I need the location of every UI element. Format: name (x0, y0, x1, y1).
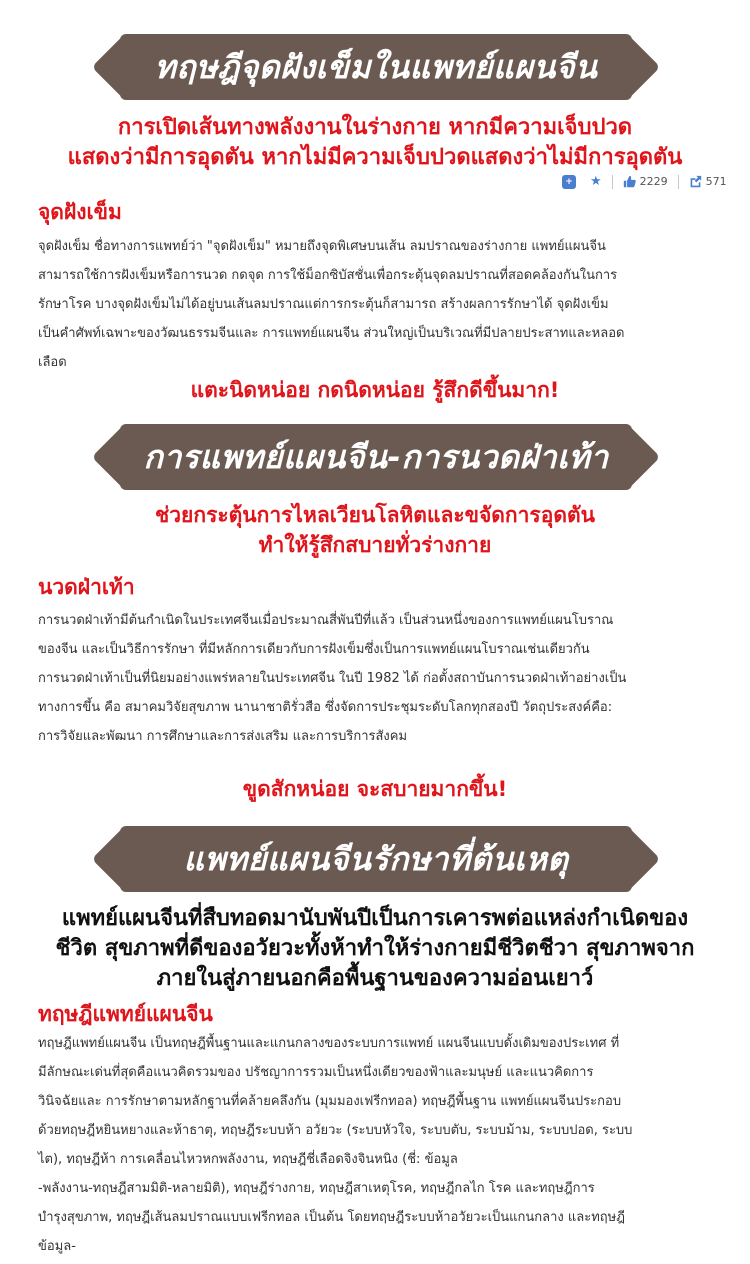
paragraph-line: ข้อมูล- (38, 1239, 76, 1254)
section1-subtitle-line1: การเปิดเส้นทางพลังงานในร่างกาย หากมีความเจ็บปวด (117, 115, 633, 140)
section1-body (38, 232, 718, 377)
like-count: 2229 (639, 175, 668, 188)
plus-square-icon[interactable]: + (562, 175, 576, 189)
paragraph-line: มีลักษณะเด่นที่สุดคือแนวคิดรวมของ ปรัชญาการรวมเป็นหนึ่งเดียวของฟ้าและมนุษย์ และแนวคิดการ (38, 1065, 594, 1080)
section1-tagline: แตะนิดหน่อย กดนิดหน่อย รู้สึกดีขึ้นมาก! (190, 378, 560, 402)
section3-intro-line1: แพทย์แผนจีนที่สืบทอดมานับพันปีเป็นการเคารพต่อแหล่งกำเนิดของ (61, 906, 689, 931)
section2-heading: นวดฝ่าเท้า (38, 575, 135, 599)
paragraph-line: สามารถใช้การฝังเข็มหรือการนวด กดจุด การใช้ม็อกซิบัสชั่นเพื่อกระตุ้นจุดลมปราณที่สอดคล้องกันในการ (38, 268, 618, 283)
section1-heading: จุดฝังเข็ม (38, 200, 122, 224)
paragraph-line: บำรุงสุขภาพ, ทฤษฎีเส้นลมปราณแบบเฟรีกทอล เป็นต้น โดยทฤษฎีระบบห้าอวัยวะเป็นแกนกลาง และทฤษฎี (38, 1210, 625, 1225)
section2-tagline: ขูดสักหน่อย จะสบายมากขึ้น! (242, 777, 508, 801)
banner-title: แพทย์แผนจีนรักษาที่ต้นเหตุ (183, 839, 569, 878)
section2-subtitle-line2: ทำให้รู้สึกสบายทั่วร่างกาย (258, 533, 492, 557)
banner-acupoint-theory (102, 34, 650, 100)
section2-subtitle-line1: ช่วยกระตุ้นการไหลเวียนโลหิตและขจัดการอุดตัน (155, 503, 595, 527)
section3-intro-line2: ชีวิต สุขภาพที่ดีของอวัยวะทั้งห้าทำให้ร่างกายมีชีวิตชีวา สุขภาพจาก (55, 936, 695, 961)
section3-body (38, 1029, 718, 1261)
paragraph-line: การนวดฝ่าเท้ามีต้นกำเนิดในประเทศจีนเมื่อประมาณสี่พันปีที่แล้ว เป็นส่วนหนึ่งของการแพทย์แผนโบราณ (38, 613, 614, 628)
paragraph-line: วินิจฉัยและ การรักษาตามหลักฐานที่คล้ายคลึงกัน (มุมมองเฟรีกทอล) ทฤษฎีพื้นฐาน แพทย์แผนจีนประกอบ (38, 1094, 622, 1109)
section1-subtitle (0, 113, 750, 173)
banner-root-cause (102, 826, 650, 892)
banner-title: การแพทย์แผนจีน-การนวดฝ่าเท้า (143, 437, 609, 476)
banner-foot-massage (102, 424, 650, 490)
paragraph-line: รักษาโรค บางจุดฝังเข็มไม่ได้อยู่บนเส้นลมปราณแต่การกระตุ้นก็สามารถ สร้างผลการรักษาได้ จุดฝังเข็ม (38, 297, 609, 312)
share-count: 571 (705, 175, 727, 188)
star-icon[interactable]: ★ (590, 174, 602, 189)
paragraph-line: เลือด (38, 355, 67, 370)
article-toolbar (562, 174, 727, 189)
share-icon[interactable] (689, 175, 702, 189)
paragraph-line: เป็นคำศัพท์เฉพาะของวัฒนธรรมจีนและ การแพทย์แผนจีน ส่วนใหญ่เป็นบริเวณที่มีปลายประสาทและหลอด (38, 326, 625, 341)
section1-subtitle-line2: แสดงว่ามีการอุดตัน หากไม่มีความเจ็บปวดแสดงว่าไม่มีการอุดตัน (67, 145, 683, 170)
section2-subtitle (0, 500, 750, 560)
paragraph-line: จุดฝังเข็ม ชื่อทางการแพทย์ว่า "จุดฝังเข็ม" หมายถึงจุดพิเศษบนเส้น ลมปราณของร่างกาย แพทย์แผนจีน (38, 239, 606, 254)
thumbs-up-icon[interactable] (623, 175, 636, 189)
paragraph-line: ทางการขึ้น คือ สมาคมวิจัยสุขภาพ นานาชาติรั่วสือ ซึ่งจัดการประชุมระดับโลกทุกสองปี วัตถุประสงค์คือ: (38, 700, 613, 715)
paragraph-line: -พลังงาน-ทฤษฎีสามมิติ-หลายมิติ), ทฤษฎีร่างกาย, ทฤษฎีสาเหตุโรค, ทฤษฎีกลไก โรค และทฤษฎีการ (38, 1181, 595, 1196)
paragraph-line: การนวดฝ่าเท้าเป็นที่นิยมอย่างแพร่หลายในประเทศจีน ในปี 1982 ได้ ก่อตั้งสถาบันการนวดฝ่าเท้าอย่างเป็น (38, 671, 627, 686)
section3-intro-line3: ภายในสู่ภายนอกคือพื้นฐานของความอ่อนเยาว์ (156, 966, 594, 991)
paragraph-line: การวิจัยและพัฒนา การศึกษาและการส่งเสริม และการบริการสังคม (38, 729, 408, 744)
paragraph-line: ด้วยทฤษฎีหยินหยางและห้าธาตุ, ทฤษฎีระบบห้า อวัยวะ (ระบบหัวใจ, ระบบตับ, ระบบม้าม, ระบบปอด, ระบบ (38, 1123, 633, 1138)
paragraph-line: ทฤษฎีแพทย์แผนจีน เป็นทฤษฎีพื้นฐานและแกนกลางของระบบการแพทย์ แผนจีนแบบดั้งเดิมของประเทศ ที่ (38, 1036, 620, 1051)
section3-intro (0, 904, 750, 994)
section3-heading: ทฤษฎีแพทย์แผนจีน (38, 1002, 213, 1026)
section2-body (38, 606, 718, 751)
paragraph-line: ของจีน และเป็นวิธีการรักษา ที่มีหลักการเดียวกับการฝังเข็มซึ่งเป็นการแพทย์แผนโบราณเช่นเดียวกัน (38, 642, 590, 657)
banner-title: ทฤษฎีจุดฝังเข็มในแพทย์แผนจีน (154, 47, 598, 86)
paragraph-line: ไต), ทฤษฎีห้า การเคลื่อนไหวหกพลังงาน, ทฤษฎีชี่เลือดจิงจินหนิง (ชี่: ข้อมูล (38, 1152, 458, 1167)
